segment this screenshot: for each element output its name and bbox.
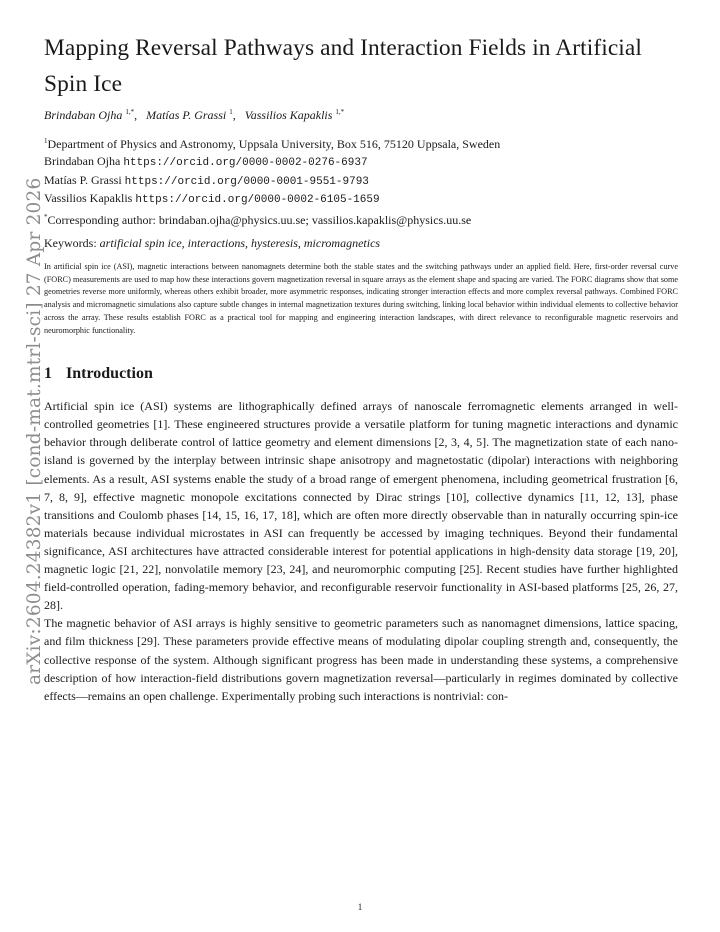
author-list: Brindaban Ojha $^{1,*}$, Matías P. Grassi $^1$, Vassilios Kapaklis $^{1,*}$ xyxy=(44,108,345,122)
corresponding-text: Corresponding author: brindaban.ojha@physics.uu.se; vassilios.kapaklis@physics.uu.se xyxy=(47,213,472,228)
orcid-line xyxy=(44,190,678,209)
orcid-link[interactable]: https://orcid.org/0000-0002-6105-1659 xyxy=(135,194,380,207)
corresponding-author xyxy=(44,209,678,229)
orcid-author-name: Matías P. Grassi xyxy=(44,172,122,187)
affiliation xyxy=(44,133,678,153)
orcid-link[interactable]: https://orcid.org/0000-0002-0276-6937 xyxy=(123,156,368,169)
paper-title: Mapping Reversal Pathways and Interaction Fields in Artificial Spin Ice xyxy=(44,35,642,97)
section-number: 1 xyxy=(44,365,52,383)
body-paragraph: Artificial spin ice (ASI) systems are lithographically defined arrays of nanoscale ferromagnetic elements arranged in well-controlled geometries [1]. These engineered structures provide a versatile platform for tuning magnetic interactions and dynamic behavior through deliberate control of lattice geometry and element dimensions [2, 3, 4, 5]. The magnetization state of each nano-island is governed by the interplay between intrinsic shape anisotropy and magnetostatic (dipolar) interactions with neighboring elements. As a result, ASI systems enable the study of a broad range of emergent phenomena, including geometrical frustration [6, 7, 8, 9], effective magnetic monopole excitations connected by Dirac strings [10], collective dynamics [11, 12, 13], phase transitions and Coulomb phases [14, 15, 16, 17, 18], which are often more directly observable than in naturally occurring spin-ice materials because individual microstates in ASI can frequently be accessed by imaging techniques. Beyond their fundamental significance, ASI architectures have attracted considerable interest for potential applications in high-density data storage [19, 20], magnetic logic [21, 22], nonvolatile memory [23, 24], and neuromorphic computing [25]. Recent studies have further highlighted field-controlled operation, fading-memory behavior, and reconfigurable reservoir functionality in ASI-based platforms [25, 26, 27, 28]. xyxy=(44,399,678,613)
affiliation-text: Department of Physics and Astronomy, Uppsala University, Box 516, 75120 Uppsala, Sweden xyxy=(47,137,501,151)
keywords xyxy=(44,236,678,251)
section-heading xyxy=(44,365,678,383)
abstract: In artificial spin ice (ASI), magnetic interactions between nanomagnets determine both the stable states and the switching pathways under an applied field. Here, first-order reversal curve (FORC) measurements are used to map how these interactions govern magnetization reversal in square arrays as the element shape and spacing are varied. The FORC diagrams show that some geometries reverse more uniformly, whereas others exhibit broader, more asymmetric responses, indicating stronger interaction effects and more complex reversal pathways. Combined FORC analysis and micromagnetic simulations also capture subtle changes in internal magnetization textures during switching, linking local behavior within individual elements to collective behavior across the array. These results establish FORC as a practical tool for mapping and engineering interaction landscapes, with direct relevance to reconfigurable magnetic reservoirs and neuromorphic functionality. xyxy=(44,261,678,335)
orcid-line xyxy=(44,153,678,172)
author-affiliation-mark: 1 xyxy=(229,108,233,116)
author-name: Vassilios Kapaklis xyxy=(244,108,333,122)
keywords-label: Keywords: xyxy=(44,235,97,250)
arxiv-identifier-stamp: arXiv:2604.24382v1 [cond-mat.mtrl-sci] 27 Apr 2026 xyxy=(24,177,45,685)
orcid-line xyxy=(44,172,678,191)
section-title: Introduction xyxy=(66,365,153,383)
affiliation-mark: 1 xyxy=(44,137,48,145)
page-content xyxy=(44,30,678,705)
orcid-link[interactable]: https://orcid.org/0000-0001-9551-9793 xyxy=(124,175,369,188)
page-number: 1 xyxy=(357,902,363,912)
author-name: Brindaban Ojha xyxy=(44,108,123,122)
body-paragraph: The magnetic behavior of ASI arrays is highly sensitive to geometric parameters such as nanomagnet dimensions, lattice spacing, and film thickness [29]. These parameters provide effective means of modulating dipolar coupling strength and, consequently, the collective response of the system. Although significant progress has been made in understanding these systems, a comprehensive description of how interaction-field distributions govern magnetization reversal—particularly in regimes dominated by collective effects—remains an open challenge. Experimentally probing such interactions is nontrivial: con- xyxy=(44,616,678,703)
author-affiliation-mark: 1,* xyxy=(335,108,345,116)
orcid-author-name: Brindaban Ojha xyxy=(44,153,121,168)
keywords-list: artificial spin ice, interactions, hysteresis, micromagnetics xyxy=(99,235,381,250)
corresponding-mark: * xyxy=(44,213,48,222)
author-affiliation-mark: 1,* xyxy=(125,108,135,116)
orcid-author-name: Vassilios Kapaklis xyxy=(44,191,133,206)
author-name: Matías P. Grassi xyxy=(146,108,227,122)
